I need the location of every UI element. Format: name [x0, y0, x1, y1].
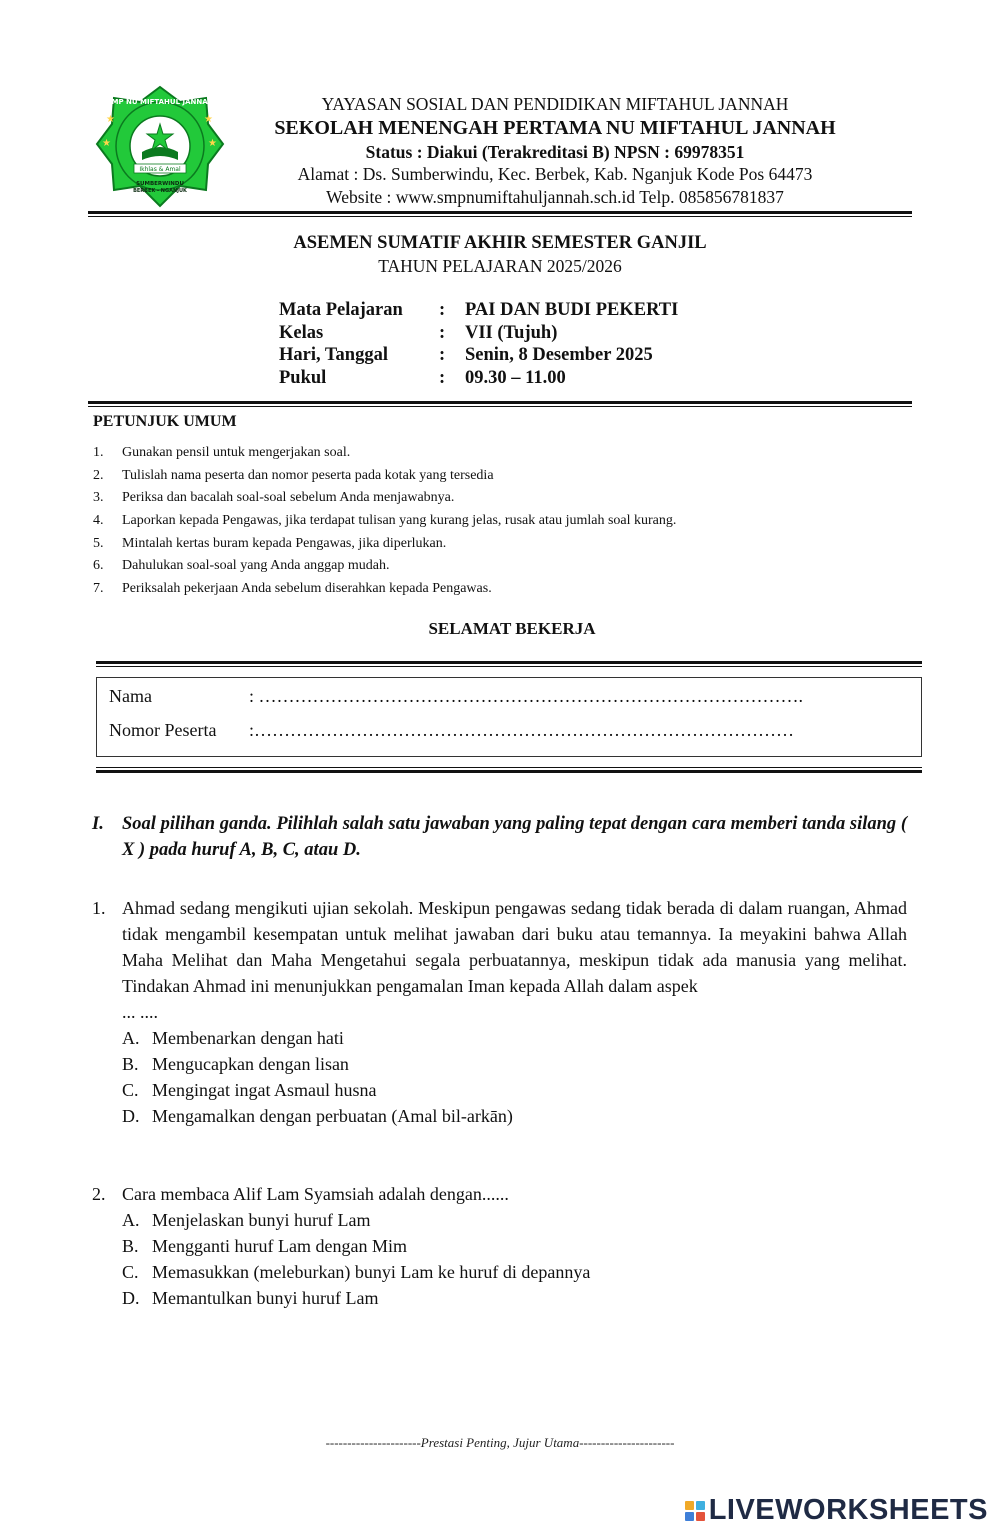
list-item-text: Periksalah pekerjaan Anda sebelum diserahkan kepada Pengawas. [122, 581, 492, 597]
list-item-number: 3. [93, 490, 104, 506]
option-text: Mengingat ingat Asmaul husna [152, 1080, 377, 1100]
greeting-heading: SELAMAT BEKERJA [428, 619, 596, 638]
info-value: Senin, 8 Desember 2025 [465, 345, 653, 365]
option-a[interactable] [122, 1025, 907, 1051]
list-item-text: Tulislah nama peserta dan nomor peserta pada kotak yang tersedia [122, 467, 494, 483]
section-text: Soal pilihan ganda. Pilihlah salah satu jawaban yang paling tepat dengan cara memberi tanda silang ( X ) pada huruf A, B, C, atau D. [122, 814, 907, 860]
option-text: Mengamalkan dengan perbuatan (Amal bil-arkān) [152, 1106, 513, 1126]
question-stem: Cara membaca Alif Lam Syamsiah adalah dengan...... [122, 1184, 509, 1204]
info-row-subject [279, 299, 678, 322]
question-1 [92, 895, 907, 1129]
list-item-text: Gunakan pensil untuk mengerjakan soal. [122, 445, 351, 460]
option-text: Mengganti huruf Lam dengan Mim [152, 1236, 407, 1256]
idbox-top-rule-thick [96, 661, 922, 664]
option-text: Membenarkan dengan hati [152, 1028, 344, 1048]
name-label: Nama [109, 686, 152, 706]
idbox-bottom-rule-thin [96, 767, 922, 768]
option-b[interactable] [122, 1233, 907, 1259]
section-instruction [92, 811, 907, 863]
option-letter: B. [122, 1054, 139, 1074]
liveworksheets-watermark [685, 1494, 988, 1527]
list-item [93, 465, 676, 488]
info-divider-thin [88, 406, 912, 407]
exam-info [279, 299, 678, 389]
school-name: SEKOLAH MENENGAH PERTAMA NU MIFTAHUL JANNAH [274, 117, 836, 139]
option-text: Mengucapkan dengan lisan [152, 1054, 349, 1074]
option-letter: D. [122, 1288, 140, 1308]
option-letter: C. [122, 1262, 139, 1282]
list-item-number: 7. [93, 581, 104, 597]
header-divider-thick [88, 211, 912, 214]
list-item-text: Dahulukan soal-soal yang Anda anggap mudah. [122, 558, 390, 574]
list-item [93, 487, 676, 510]
info-value: PAI DAN BUDI PEKERTI [465, 300, 679, 320]
logo-bottom-text: SUMBERWINDU [136, 181, 184, 187]
participant-number-field[interactable] [109, 720, 794, 741]
logo-square [685, 1501, 694, 1510]
list-item-text: Periksa dan bacalah soal-soal sebelum Anda menjawabnya. [122, 490, 455, 506]
info-colon: : [439, 300, 446, 320]
option-text: Menjelaskan bunyi huruf Lam [152, 1210, 371, 1230]
option-letter: A. [122, 1210, 140, 1230]
idbox-top-rule-thin [96, 666, 922, 667]
logo-square [696, 1501, 705, 1510]
option-a[interactable] [122, 1207, 907, 1233]
option-d[interactable] [122, 1285, 907, 1311]
info-row-time [279, 367, 678, 390]
option-text: Memasukkan (meleburkan) bunyi Lam ke huruf di depannya [152, 1262, 591, 1282]
header-divider-thin [88, 216, 912, 217]
exam-year: TAHUN PELAJARAN 2025/2026 [378, 256, 622, 276]
school-address: Alamat : Ds. Sumberwindu, Kec. Berbek, Kab. Nganjuk Kode Pos 64473 [297, 164, 813, 184]
foundation-name: YAYASAN SOSIAL DAN PENDIDIKAN MIFTAHUL JANNAH [321, 94, 789, 114]
option-letter: B. [122, 1236, 139, 1256]
section-number: I. [92, 814, 104, 834]
liveworksheets-text: LIVEWORKSHEETS [708, 1494, 988, 1526]
name-input-line[interactable]: : ………………………………………………………………………………. [249, 686, 804, 706]
logo-arc-text: SMP NU MIFTAHUL JANNAH [106, 98, 214, 106]
info-row-class [279, 322, 678, 345]
question-stem: Ahmad sedang mengikuti ujian sekolah. Meskipun pengawas sedang tidak berada di dalam ruangan, Ahmad tidak mengambil kesempatan untuk melihat jawaban dari buku atau temannya. Ia meyakini bahwa Allah Maha Melihat dan Maha Mengetahui segala perbuatannya, meskipun tidak ada manusia yang melihat. Tindakan Ahmad ini menunjukkan pengamalan Iman kepada Allah dalam aspek [122, 898, 907, 996]
list-item [93, 555, 676, 578]
list-item [93, 533, 676, 556]
info-value: 09.30 – 11.00 [465, 367, 566, 388]
question-number: 2. [92, 1184, 106, 1204]
info-divider-thick [88, 401, 912, 404]
svg-text:★: ★ [204, 114, 213, 125]
liveworksheets-logo-icon [685, 1501, 705, 1521]
list-item-number: 4. [93, 513, 104, 529]
list-item-number: 6. [93, 558, 104, 574]
exam-title: ASEMEN SUMATIF AKHIR SEMESTER GANJIL [293, 233, 707, 253]
participant-number-input-line[interactable]: :……………………………………………………………………………… [249, 720, 795, 740]
logo-square [685, 1512, 694, 1521]
logo-square [696, 1512, 705, 1521]
info-label: Pukul [279, 367, 327, 388]
instructions-heading: PETUNJUK UMUM [93, 413, 237, 430]
info-label: Mata Pelajaran [279, 300, 403, 320]
list-item [93, 442, 676, 465]
info-value: VII (Tujuh) [465, 322, 558, 343]
list-item [93, 578, 676, 601]
idbox-bottom-rule-thick [96, 770, 922, 773]
option-b[interactable] [122, 1051, 907, 1077]
school-logo [94, 84, 226, 210]
info-label: Kelas [279, 322, 324, 343]
instructions-list [93, 442, 676, 601]
participant-number-label: Nomor Peserta [109, 720, 217, 740]
list-item-number: 1. [93, 445, 104, 460]
svg-text:★: ★ [208, 138, 217, 149]
svg-text:★: ★ [102, 138, 111, 149]
list-item [93, 510, 676, 533]
identity-box [96, 677, 922, 757]
option-c[interactable] [122, 1077, 907, 1103]
logo-banner-text: Ikhlas & Amal [139, 166, 181, 173]
info-colon: : [439, 367, 446, 388]
info-label: Hari, Tanggal [279, 345, 388, 365]
name-field[interactable] [109, 686, 803, 707]
school-status: Status : Diakui (Terakreditasi B) NPSN : 69978351 [365, 142, 745, 162]
svg-text:★: ★ [106, 114, 115, 125]
info-row-date [279, 344, 678, 367]
option-c[interactable] [122, 1259, 907, 1285]
option-letter: A. [122, 1028, 140, 1048]
option-letter: C. [122, 1080, 139, 1100]
footer-motto: ----------------------Prestasi Penting, Jujur Utama---------------------- [325, 1435, 675, 1450]
question-stem-tail: ... .... [122, 1002, 158, 1022]
list-item-number: 2. [93, 467, 104, 483]
option-d[interactable] [122, 1103, 907, 1129]
logo-bottom-text-2: BERBEK - NGANJUK [133, 188, 187, 194]
list-item-text: Laporkan kepada Pengawas, jika terdapat tulisan yang kurang jelas, rusak atau jumlah soal kurang. [122, 513, 677, 529]
option-letter: D. [122, 1106, 140, 1126]
info-colon: : [439, 322, 446, 343]
option-text: Memantulkan bunyi huruf Lam [152, 1288, 379, 1308]
list-item-text: Mintalah kertas buram kepada Pengawas, jika diperlukan. [122, 535, 447, 551]
school-logo-emblem-icon [94, 84, 226, 210]
question-2 [92, 1181, 907, 1311]
info-colon: : [439, 345, 446, 365]
list-item-number: 5. [93, 535, 104, 551]
question-number: 1. [92, 898, 106, 918]
school-website: Website : www.smpnumiftahuljannah.sch.id Telp. 085856781837 [326, 187, 784, 207]
